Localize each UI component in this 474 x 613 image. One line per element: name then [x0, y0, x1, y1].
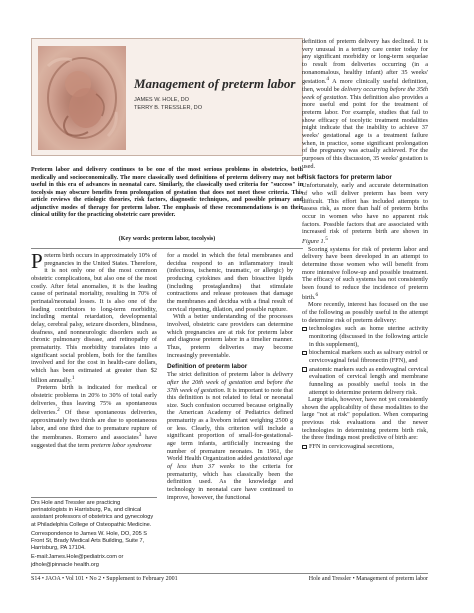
body-paragraph: More recently, interest has focused on the use of the following as possibly useful in the attempt to determine risk of preterm delivery:: [302, 301, 428, 324]
section-heading: Definition of preterm labor: [167, 363, 248, 371]
keywords: (Key words: preterm labor, tocolysis): [118, 236, 216, 242]
body-column-1: [31, 249, 157, 450]
section-heading: Risk factors for preterm labor: [302, 174, 392, 182]
checkbox-icon: [302, 351, 307, 356]
author-list: [134, 97, 302, 112]
author-affiliation: [31, 500, 157, 571]
footer-citation: S14 • JAOA • Vol 101 • No 2 • Supplement to February 2001: [31, 576, 178, 582]
body-paragraph: for a model in which the fetal membranes and decidua respond to an inflammatory insult (infectious, ischemic, traumatic, or allergic) by producing cytokines and then bioactive lipids (including prostaglandins) that stimulate contractions and release proteases that damage the membranes and decidua with a final result of cervical ripening, dilation, and possible rupture.: [167, 252, 293, 313]
body-paragraph: definition of preterm delivery has declined. It is very unusual in a tertiary care center today for any significant morbidity or long-term sequelae to result from deliveries occurring (in a nonanomalous, healthy infant) after 35 weeks' gestation.$^4$ A more clinically useful definition, then, would be delivery occurring before the 35th week of gestation. This definition also provides a more useful end point for the treatment of preterm labor. For example, studies that fail to show efficacy of tocolytic treatment modalities might indicate that the inability to achieve 37 weeks' gestational age is a treatment failure when, in practice, some significant prolongation of the pregnancy was actually achieved. For the purposes of this discussion, 35 weeks' gestation is used.: [302, 38, 429, 170]
body-paragraph: Large trials, however, have not yet consistently shown the applicability of these modalities to the large "not at risk" population. When comparing previous risk evaluations and the newer technologies in determining preterm birth risk, the three findings most predictive of birth are:: [302, 396, 428, 442]
article-title: Management of preterm labor: [134, 76, 296, 91]
list-item: biochemical markers such as salivary estriol or cervicovaginal fetal fibronectin (FFN), and: [302, 349, 428, 364]
list-item: FFN in cervicovaginal secretions,: [302, 443, 428, 451]
body-paragraph: With a better understanding of the processes involved, obstetric care providers can determine which pregnancies are at risk for preterm labor and diagnose preterm labor in a timelier manner. Thus, preterm deliveries may become increasingly preventable.: [167, 313, 293, 359]
checkbox-icon: [302, 445, 307, 450]
body-column-2: [167, 252, 293, 501]
fetus-image-svg: [38, 46, 126, 150]
footer-divider: [31, 573, 428, 574]
list-item: anatomic markers such as endovaginal cervical evaluation of cervical length and membrane funneling as possibly useful tools in the attempt to determine preterm delivery risk.: [302, 366, 428, 397]
author-name: TERRY B. TRESSLER, DO: [134, 104, 203, 111]
author-name: JAMES W. HOLE, DO: [134, 97, 190, 103]
body-paragraph: Scoring systems for risk of preterm labor and delivery have been developed in an attempt to determine those women who will benefit from more intensive follow-up and possible treatment. The efficacy of such systems has not consistently been found to reduce the incidence of preterm birth.$^6$: [302, 245, 428, 301]
footer-running-title: Hole and Tressler • Management of preterm labor: [308, 576, 428, 582]
list-item: technologies such as home uterine activity monitoring (discussed in the following article in this supplement),: [302, 325, 428, 348]
body-paragraph: Preterm birth is indicated for medical or obstetric problems in 20% to 30% of total early deliveries, thus leaving 75% as spontaneous deliveries.$^2$ Of these spontaneous deliveries, approximately two thirds are due to spontaneous labor, and one third due to premature rupture of the membranes. Romero and associates$^3$ have suggested that the term preterm labor syndrome: [31, 384, 157, 450]
fetus-illustration: [38, 46, 126, 150]
email-text: E-mail:James.Hole@pediatrix.com or jdhole@pinnacle health.org: [31, 554, 124, 568]
footnote-divider: [31, 497, 157, 498]
abstract: Preterm labor and delivery continues to be one of the most serious problems in obstetrics, both medically and socioeconomically. The more classically used definitions of preterm delivery may not be useful in this era of advances in neonatal care. Similarly, the classically used criteria for "success" in tocolysis may obscure benefits from prolongation of gestation that does not meet these criteria. This article reviews the etiologic theories, risk factors, diagnostic techniques, and possible primary and adjunctive modes of therapy for preterm labor. The emphasis of these recommendations is on their clinical utility for the practicing obstetric care provider.: [31, 167, 303, 218]
checkbox-icon: [302, 367, 307, 372]
checkbox-icon: [302, 327, 307, 332]
drop-cap: P: [31, 249, 43, 273]
intro-paragraph: Preterm birth occurs in approximately 10% of pregnancies in the United States. Therefore, it is not only one of the most common obstetric complications, but also one of the most costly. After fetal anomalies, it is the leading cause of perinatal mortality, resulting in 70% of perinatal/neonatal losses. It is also one of the leading contributors to long-term morbidity, including mental retardation, developmental delay, cerebral palsy, seizure disorders, blindness, deafness, and nonneurologic disorders such as chronic pulmonary disease, and retinopathy of prematurity. This morbidity translates into a significant social problem, both for the families involved and for the cost in health-care dollars, which has been estimated at greater than $2 billion annually.$^1$: [31, 249, 157, 384]
body-paragraph: The strict definition of preterm labor is delivery after the 20th week of gestation and before the 37th week of gestation. It is important to note that this definition is not related to fetal or neonatal size. Such confusion occurred because originally the American Academy of Pediatrics defined prematurity as a liveborn infant weighing 2500 g or less. Clearly, this criterion will include a significant proportion of small-for-gestational-age term infants, artificially increasing the number of premature neonates. In 1961, the World Health Organization added gestational age of less than 37 weeks to the criteria for prematurity, which has classically been the definition used. As the knowledge and technology in neonatal care have continued to improve, however, the functional: [167, 371, 294, 501]
body-paragraph: Unfortunately, early and accurate determination of who will deliver preterm has been very difficult. This effort has included attempts to assess risk, as more than half of preterm births occur in women who have no apparent risk factors. Possible factors that are associated with increased risk of preterm birth are shown in Figure 1.$^5$: [302, 182, 428, 245]
correspondence-text: Correspondence to James W. Hole, DO, 205 S Front St, Brady Medical Arts Building, Suite 7, Harrisburg, PA 17104.: [31, 530, 147, 552]
body-column-3: [302, 38, 428, 451]
affiliation-text: Drs Hole and Tressler are practicing perinatologists in Harrisburg, Pa, and clinical assistant professors of obstetrics and gynecology at Philadelphia College of Osteopathic Medicine.: [31, 500, 154, 528]
section-divider: [31, 248, 303, 249]
